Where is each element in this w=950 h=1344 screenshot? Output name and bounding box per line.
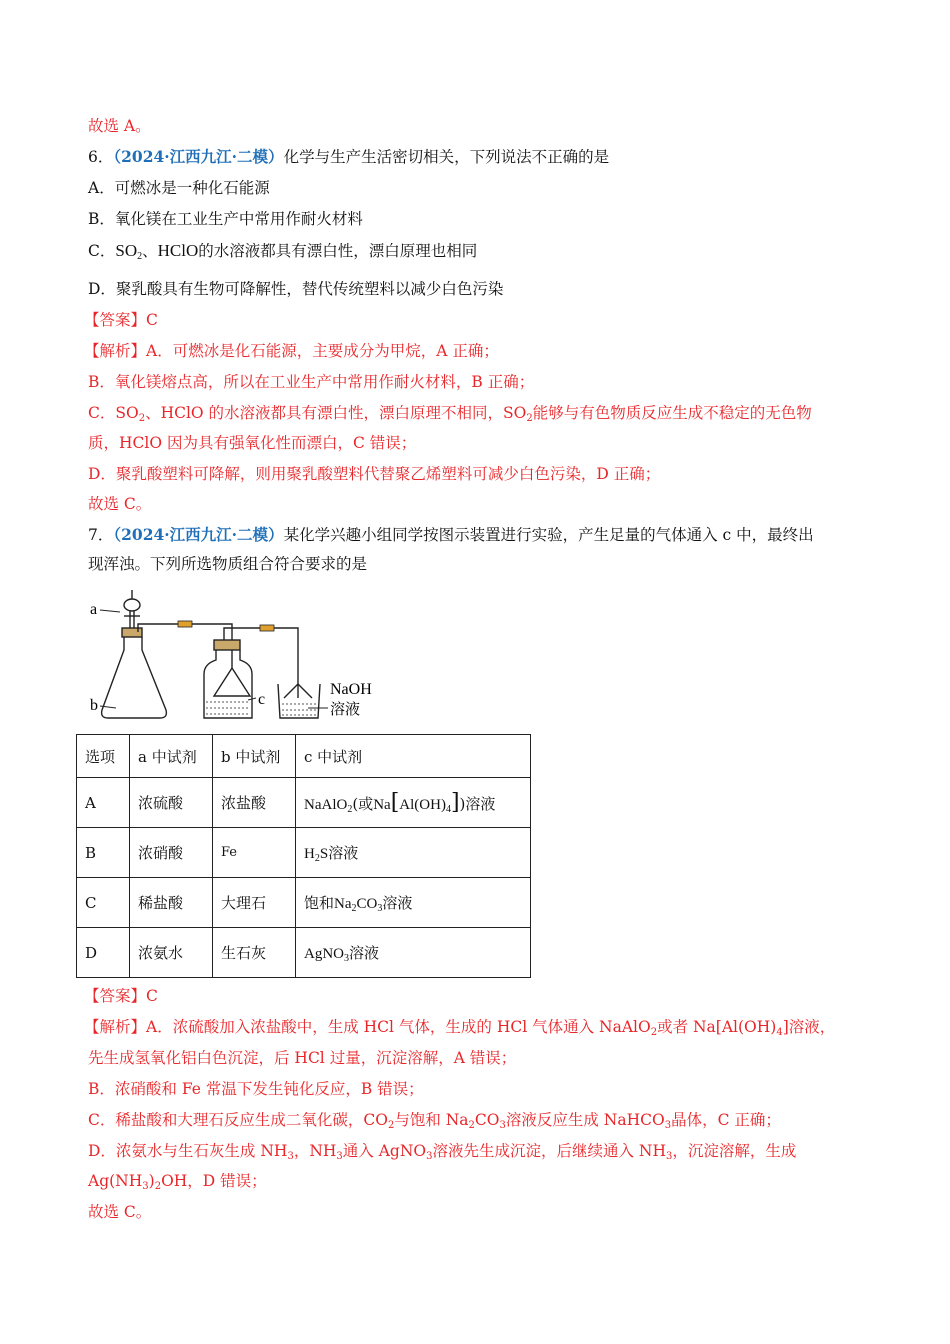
q7-analysis-head: 【解析】 <box>84 1018 147 1036</box>
q6-option-c-text: 的水溶液都具有漂白性，漂白原理也相同 <box>198 242 478 260</box>
q6-option-a: A．可燃冰是一种化石能源 <box>88 179 270 197</box>
q6-option-b: B．氧化镁在工业生产中常用作耐火材料 <box>88 210 363 228</box>
q7-conclusion: 故选 C。 <box>88 1203 152 1221</box>
row-a-reagent-a: 浓硫酸 <box>130 778 213 828</box>
q6-stem <box>88 146 609 168</box>
row-c-reagent-b: 大理石 <box>213 878 296 928</box>
q6-analysis-head: 【解析】 <box>84 342 147 360</box>
q6-analysis-c: C．$SO_2$、HClO 的水溶液都具有漂白性，漂白原理不相同，$SO_2$能够与有色物质反应生成不稳定的无色物 <box>88 404 812 424</box>
header-b: b 中试剂 <box>213 735 296 778</box>
q6-option-c <box>88 240 477 262</box>
q6-analysis-c-line2: 质，HClO 因为具有强氧化性而漂白，C 错误； <box>88 434 417 452</box>
q6-answer: 【答案】C <box>84 311 158 329</box>
q7-stem-text: 某化学兴趣小组同学按图示装置进行实验，产生足量的气体通入 c 中，最终出 <box>283 526 814 544</box>
row-c-reagent-c: 饱和$Na_2CO_3$溶液 <box>296 878 531 928</box>
table-header-row <box>77 735 531 778</box>
table-row <box>77 778 531 828</box>
row-d-reagent-c: AgNO$_3$溶液 <box>296 928 531 978</box>
q6-option-c-sep: 、 <box>142 242 158 260</box>
q7-number: 7． <box>88 526 114 544</box>
q7-stem <box>88 524 814 546</box>
row-a-option: A <box>77 778 130 828</box>
q6-source: （2024·江西九江·二模） <box>113 147 284 166</box>
row-c-reagent-a: 稀盐酸 <box>130 878 213 928</box>
prev-conclusion: 故选 A。 <box>88 117 151 135</box>
q6-stem-text: 化学与生产生活密切相关，下列说法不正确的是 <box>283 148 610 166</box>
row-d-reagent-b: 生石灰 <box>213 928 296 978</box>
apparatus-diagram <box>84 584 394 730</box>
q6-conclusion: 故选 C。 <box>88 495 152 513</box>
row-d-reagent-a: 浓氨水 <box>130 928 213 978</box>
q6-analysis-b: B．氧化镁熔点高，所以在工业生产中常用作耐火材料，B 正确； <box>88 373 535 391</box>
table-row <box>77 928 531 978</box>
label-solution: 溶液 <box>330 700 361 718</box>
label-b: b <box>90 697 98 714</box>
table-row <box>77 828 531 878</box>
row-c-option: C <box>77 878 130 928</box>
q6-option-c-so2: $SO_2$ <box>115 241 143 262</box>
q6-option-d: D．聚乳酸具有生物可降解性，替代传统塑料以减少白色污染 <box>88 280 504 298</box>
label-c: c <box>258 691 266 708</box>
q7-stem-line2: 现浑浊。下列所选物质组合符合要求的是 <box>88 555 368 573</box>
funnel-bulb <box>124 599 140 611</box>
q6-option-c-hclo: HClO <box>157 241 199 260</box>
q7-analysis-d-line2: $Ag(NH_3)_2OH$，D 错误； <box>88 1172 267 1192</box>
row-b-reagent-a: 浓硝酸 <box>130 828 213 878</box>
q7-answer: 【答案】C <box>84 987 158 1005</box>
table-row <box>77 878 531 928</box>
q7-analysis-d: D．浓氨水与生石灰生成 $NH_3$，$NH_3$通入 AgNO$_3$溶液先生成沉淀，后继续通入 $NH_3$，沉淀溶解，生成 <box>88 1142 797 1162</box>
header-option: 选项 <box>77 735 130 778</box>
q7-analysis-c: C．稀盐酸和大理石反应生成二氧化碳，$CO_2$与饱和 $Na_2CO_3$溶液反应生成 NaHCO$_3$晶体，C 正确； <box>88 1111 781 1131</box>
q6-analysis-a <box>84 340 499 362</box>
q7-analysis-a: 【解析】A．浓硫酸加入浓盐酸中，生成 HCl 气体，生成的 HCl 气体通入 NaAlO$_2$或者 $Na[Al(OH)_4]$溶液， <box>84 1018 836 1038</box>
row-b-option: B <box>77 828 130 878</box>
q6-number: 6． <box>88 148 114 166</box>
q7-analysis-a-line2: 先生成氢氧化铝白色沉淀，后 HCl 过量，沉淀溶解，A 错误； <box>88 1049 517 1067</box>
header-c: c 中试剂 <box>296 735 531 778</box>
q6-analysis-a-text: A．可燃冰是化石能源，主要成分为甲烷，A 正确； <box>146 342 499 360</box>
row-d-option: D <box>77 928 130 978</box>
q7-analysis-b: B．浓硝酸和 Fe 常温下发生钝化反应，B 错误； <box>88 1080 424 1098</box>
q7-source: （2024·江西九江·二模） <box>113 525 284 544</box>
label-a: a <box>90 601 98 618</box>
row-a-reagent-b: 浓盐酸 <box>213 778 296 828</box>
label-naoh: NaOH <box>330 681 372 698</box>
row-b-reagent-b: Fe <box>213 828 296 878</box>
row-a-reagent-c: NaAlO$_2$(或$Na[Al(OH)_4]$)溶液 <box>296 778 531 828</box>
q6-analysis-d: D．聚乳酸塑料可降解，则用聚乳酸塑料代替聚乙烯塑料可减少白色污染，D 正确； <box>88 465 661 483</box>
header-a: a 中试剂 <box>130 735 213 778</box>
q7-options-table <box>76 734 531 978</box>
row-b-reagent-c: $H_2S$溶液 <box>296 828 531 878</box>
q6-option-c-label: C． <box>88 242 116 260</box>
